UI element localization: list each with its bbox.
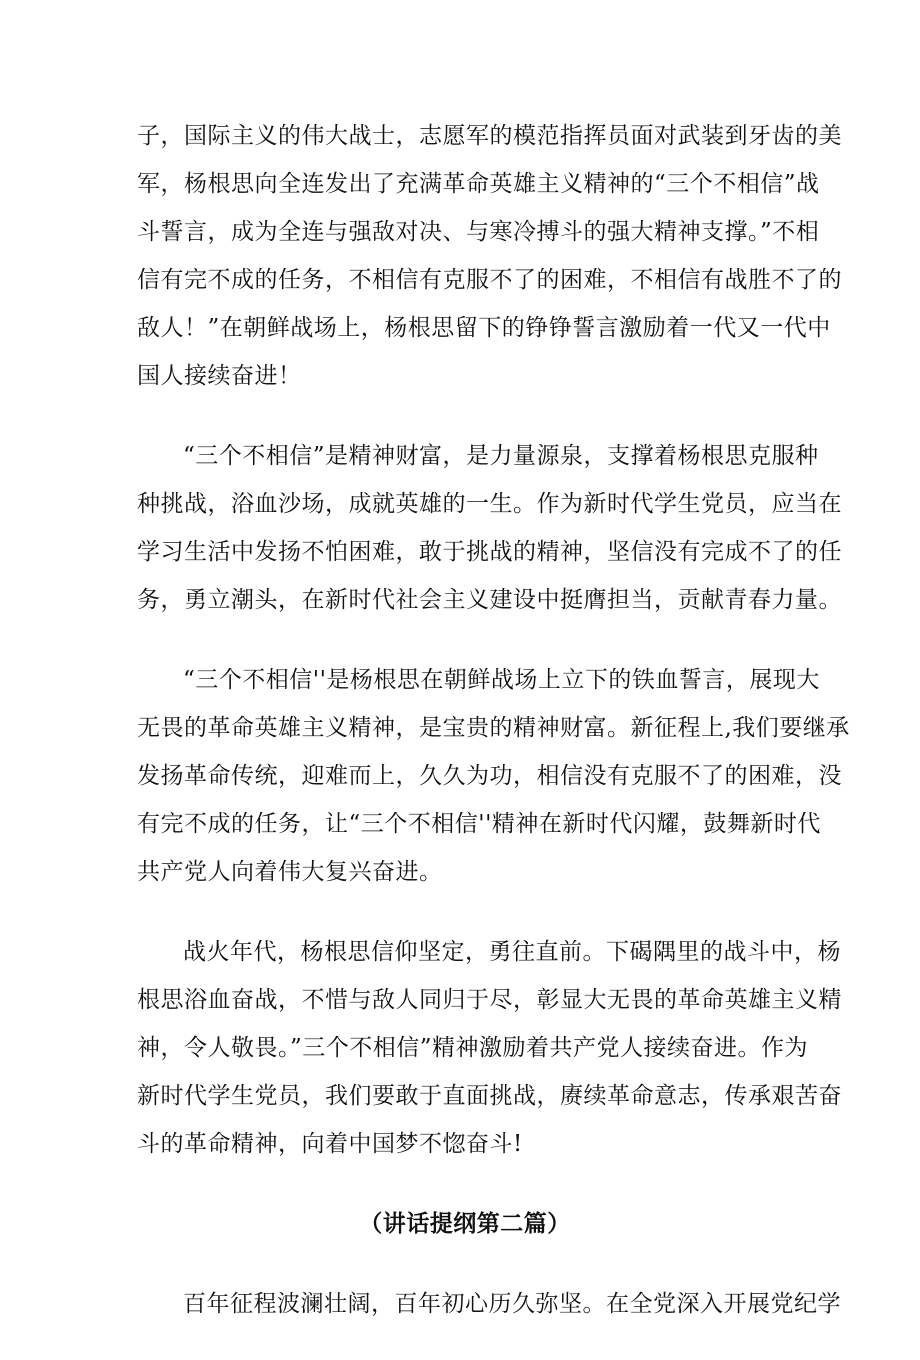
text-line: 斗的革命精神，向着中国梦不惚奋斗!: [137, 1131, 523, 1157]
paragraph-3: [137, 656, 850, 896]
text-line: 子，国际主义的伟大战士，志愿军的模范指挥员面对武装到牙齿的美: [137, 123, 842, 149]
document-body: [137, 112, 850, 1360]
text-line: 根思浴血奋战，不惜与敌人同归于尽，彰显大无畏的革命英雄主义精: [137, 987, 842, 1013]
text-line: 信有完不成的任务，不相信有克服不了的困难，不相信有战胜不了的: [137, 267, 842, 293]
text-line: “三个不相信''是杨根思在朝鲜战场上立下的铁血誓言，展现大: [183, 667, 820, 693]
text-line: 种挑战，浴血沙场，成就英雄的一生。作为新时代学生党员，应当在: [137, 491, 842, 517]
text-line: 无畏的革命英雄主义精神，是宝贵的精神财富。新征程上,我们要继承: [137, 715, 850, 741]
paragraph-4: [137, 928, 842, 1168]
text-line: 发扬革命传统，迎难而上，久久为功，相信没有克服不了的困难，没: [137, 763, 842, 789]
text-line: 学习生活中发扬不怕困难，敢于挑战的精神，坚信没有完成不了的任: [137, 539, 842, 565]
text-line: “三个不相信”是精神财富，是力量源泉，支撑着杨根思克服种: [183, 443, 819, 469]
text-line: 新时代学生党员，我们要敢于直面挑战，赓续革命意志，传承艰苦奋: [137, 1083, 842, 1109]
text-line: 敌人！”在朝鲜战场上，杨根思留下的铮铮誓言激励着一代又一代中: [137, 315, 831, 341]
paragraph-1: [137, 112, 842, 400]
paragraph-5: [137, 1280, 841, 1328]
section-heading: （讲话提纲第二篇）: [359, 1210, 571, 1237]
text-line: 共产党人向着伟大复兴奋进。: [137, 859, 443, 885]
text-line: 军，杨根思向全连发出了充满革命英雄主义精神的“三个不相信”战: [137, 171, 820, 197]
text-line: 务，勇立潮头，在新时代社会主义建设中挺膺担当，贡献青春力量。: [137, 587, 842, 613]
text-line: 国人接续奋进！: [137, 363, 302, 389]
text-line: 百年征程波澜壮阔，百年初心历久弥坚。在全党深入开展党纪学: [183, 1291, 841, 1317]
text-line: 战火年代，杨根思信仰坚定，勇往直前。下碣隅里的战斗中，杨: [183, 939, 841, 965]
text-line: 神，令人敬畏。”三个不相信”精神激励着共产党人接续奋进。作为: [137, 1035, 809, 1061]
text-line: 斗誓言，成为全连与强敌对决、与寒冷搏斗的强大精神支撑。”不相: [137, 219, 820, 245]
text-line: 有完不成的任务，让“三个不相信''精神在新时代闪耀，鼓舞新时代: [137, 811, 821, 837]
paragraph-2: [137, 432, 842, 624]
